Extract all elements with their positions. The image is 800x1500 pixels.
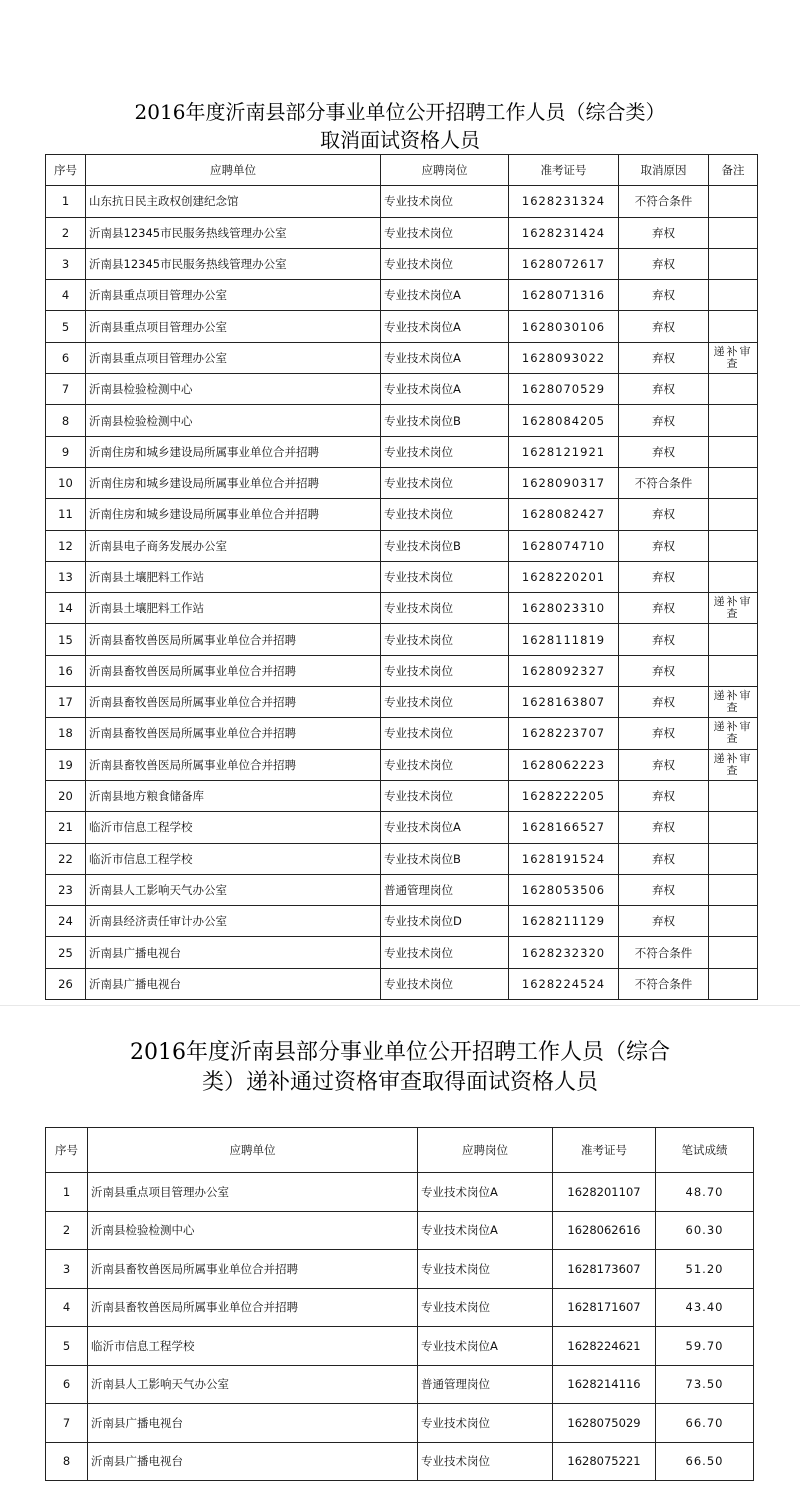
cell-position: 普通管理岗位 xyxy=(418,1365,553,1404)
cell-cancel-reason: 弃权 xyxy=(619,812,709,843)
cell-remark xyxy=(709,499,758,530)
cell-exam-number: 1628220201 xyxy=(509,561,619,592)
cell-cancel-reason: 弃权 xyxy=(619,280,709,311)
table-row xyxy=(46,718,758,749)
cell-index: 6 xyxy=(46,342,86,373)
cell-remark xyxy=(709,405,758,436)
cell-unit: 沂南县电子商务发展办公室 xyxy=(86,530,381,561)
cell-exam-number: 1628121921 xyxy=(509,436,619,467)
cell-remark: 递补审查 xyxy=(709,687,758,718)
cell-position: 专业技术岗位 xyxy=(381,186,509,217)
cell-unit: 沂南县畜牧兽医局所属事业单位合并招聘 xyxy=(86,624,381,655)
cell-written-score: 43.40 xyxy=(656,1288,754,1327)
cell-cancel-reason: 不符合条件 xyxy=(619,467,709,498)
cell-position: 专业技术岗位 xyxy=(381,937,509,968)
cell-exam-number: 1628074710 xyxy=(509,530,619,561)
cell-exam-number: 1628224524 xyxy=(509,968,619,999)
cell-remark xyxy=(709,436,758,467)
cell-remark: 递补审查 xyxy=(709,718,758,749)
cell-remark: 递补审查 xyxy=(709,342,758,373)
cell-exam-number: 1628231324 xyxy=(509,186,619,217)
cell-index: 25 xyxy=(46,937,86,968)
cell-index: 14 xyxy=(46,593,86,624)
cell-unit: 沂南县人工影响天气办公室 xyxy=(88,1365,418,1404)
cell-exam-number: 1628092327 xyxy=(509,655,619,686)
cell-exam-number: 1628224621 xyxy=(553,1327,656,1366)
table-row xyxy=(46,1173,754,1212)
cell-index: 5 xyxy=(46,311,86,342)
supplement-list-title-line1: 2016年度沂南县部分事业单位公开招聘工作人员（综合 xyxy=(130,1040,670,1065)
cell-unit: 沂南县畜牧兽医局所属事业单位合并招聘 xyxy=(88,1288,418,1327)
cell-unit: 沂南县畜牧兽医局所属事业单位合并招聘 xyxy=(86,718,381,749)
cell-exam-number: 1628023310 xyxy=(509,593,619,624)
cell-cancel-reason: 弃权 xyxy=(619,624,709,655)
cell-remark xyxy=(709,812,758,843)
table-row xyxy=(46,968,758,999)
table-row xyxy=(46,561,758,592)
table-row xyxy=(46,499,758,530)
cell-cancel-reason: 不符合条件 xyxy=(619,968,709,999)
cell-index: 23 xyxy=(46,874,86,905)
cell-remark xyxy=(709,906,758,937)
cell-index: 3 xyxy=(46,1250,88,1289)
table-row xyxy=(46,405,758,436)
cell-cancel-reason: 不符合条件 xyxy=(619,186,709,217)
cell-index: 2 xyxy=(46,1211,88,1250)
cell-index: 12 xyxy=(46,530,86,561)
cell-position: 普通管理岗位 xyxy=(381,874,509,905)
cell-position: 专业技术岗位A xyxy=(381,342,509,373)
table-row xyxy=(46,1365,754,1404)
cell-cancel-reason: 弃权 xyxy=(619,561,709,592)
table-row xyxy=(46,1442,754,1481)
cell-exam-number: 1628173607 xyxy=(553,1250,656,1289)
cell-position: 专业技术岗位 xyxy=(381,968,509,999)
header-exam-number: 准考证号 xyxy=(553,1128,656,1173)
cell-exam-number: 1628030106 xyxy=(509,311,619,342)
cell-unit: 沂南县重点项目管理办公室 xyxy=(86,311,381,342)
cell-index: 15 xyxy=(46,624,86,655)
cell-remark xyxy=(709,780,758,811)
cell-index: 4 xyxy=(46,280,86,311)
cell-written-score: 48.70 xyxy=(656,1173,754,1212)
cell-index: 24 xyxy=(46,906,86,937)
cell-index: 19 xyxy=(46,749,86,780)
table-row xyxy=(46,1404,754,1443)
cell-index: 21 xyxy=(46,812,86,843)
cell-remark xyxy=(709,467,758,498)
cell-unit: 沂南县畜牧兽医局所属事业单位合并招聘 xyxy=(88,1250,418,1289)
cell-cancel-reason: 弃权 xyxy=(619,593,709,624)
cell-position: 专业技术岗位B xyxy=(381,843,509,874)
cell-written-score: 66.50 xyxy=(656,1442,754,1481)
cell-exam-number: 1628232320 xyxy=(509,937,619,968)
cell-unit: 沂南县土壤肥料工作站 xyxy=(86,561,381,592)
cell-remark xyxy=(709,655,758,686)
cell-unit: 沂南县检验检测中心 xyxy=(86,405,381,436)
header-exam-number: 准考证号 xyxy=(509,155,619,186)
cell-remark xyxy=(709,530,758,561)
cell-index: 18 xyxy=(46,718,86,749)
cell-position: 专业技术岗位B xyxy=(381,530,509,561)
cell-unit: 沂南县12345市民服务热线管理办公室 xyxy=(86,248,381,279)
table-row xyxy=(46,186,758,217)
cell-index: 5 xyxy=(46,1327,88,1366)
table-row xyxy=(46,1250,754,1289)
cell-position: 专业技术岗位 xyxy=(418,1442,553,1481)
cell-cancel-reason: 弃权 xyxy=(619,342,709,373)
cell-remark xyxy=(709,186,758,217)
cell-remark: 递补审查 xyxy=(709,749,758,780)
header-written-score: 笔试成绩 xyxy=(656,1128,754,1173)
cell-remark xyxy=(709,843,758,874)
header-remark: 备注 xyxy=(709,155,758,186)
cell-position: 专业技术岗位 xyxy=(381,624,509,655)
cell-unit: 沂南住房和城乡建设局所属事业单位合并招聘 xyxy=(86,499,381,530)
cell-unit: 沂南县检验检测中心 xyxy=(86,374,381,405)
cell-unit: 沂南县地方粮食储备库 xyxy=(86,780,381,811)
cell-exam-number: 1628166527 xyxy=(509,812,619,843)
table-row xyxy=(46,937,758,968)
cell-unit: 沂南县重点项目管理办公室 xyxy=(86,342,381,373)
cell-index: 8 xyxy=(46,405,86,436)
cell-unit: 沂南县广播电视台 xyxy=(86,937,381,968)
cancelled-table-body xyxy=(46,186,758,1000)
cell-position: 专业技术岗位 xyxy=(381,718,509,749)
cancel-list-title-line1: 2016年度沂南县部分事业单位公开招聘工作人员（综合类） xyxy=(134,100,666,124)
cell-exam-number: 1628093022 xyxy=(509,342,619,373)
cell-cancel-reason: 不符合条件 xyxy=(619,937,709,968)
cell-position: 专业技术岗位A xyxy=(381,374,509,405)
cell-cancel-reason: 弃权 xyxy=(619,906,709,937)
cell-unit: 沂南县人工影响天气办公室 xyxy=(86,874,381,905)
cell-written-score: 51.20 xyxy=(656,1250,754,1289)
cell-exam-number: 1628163807 xyxy=(509,687,619,718)
cell-unit: 沂南县畜牧兽医局所属事业单位合并招聘 xyxy=(86,749,381,780)
cell-remark xyxy=(709,280,758,311)
cell-exam-number: 1628070529 xyxy=(509,374,619,405)
cell-position: 专业技术岗位 xyxy=(381,217,509,248)
cell-index: 7 xyxy=(46,1404,88,1443)
cell-exam-number: 1628171607 xyxy=(553,1288,656,1327)
cell-remark xyxy=(709,561,758,592)
supplement-table-body xyxy=(46,1173,754,1481)
table-row xyxy=(46,624,758,655)
cell-position: 专业技术岗位 xyxy=(418,1288,553,1327)
table-header-row xyxy=(46,155,758,186)
table-row xyxy=(46,248,758,279)
cell-index: 16 xyxy=(46,655,86,686)
cell-exam-number: 1628211129 xyxy=(509,906,619,937)
cell-cancel-reason: 弃权 xyxy=(619,311,709,342)
cell-written-score: 66.70 xyxy=(656,1404,754,1443)
cell-index: 22 xyxy=(46,843,86,874)
cell-unit: 沂南县12345市民服务热线管理办公室 xyxy=(86,217,381,248)
cell-written-score: 73.50 xyxy=(656,1365,754,1404)
cell-cancel-reason: 弃权 xyxy=(619,874,709,905)
cell-exam-number: 1628062223 xyxy=(509,749,619,780)
cell-cancel-reason: 弃权 xyxy=(619,436,709,467)
table-row xyxy=(46,874,758,905)
cell-position: 专业技术岗位 xyxy=(381,467,509,498)
cell-position: 专业技术岗位A xyxy=(418,1211,553,1250)
table-row xyxy=(46,906,758,937)
cell-unit: 沂南县土壤肥料工作站 xyxy=(86,593,381,624)
table-header-row xyxy=(46,1128,754,1173)
cell-position: 专业技术岗位 xyxy=(381,436,509,467)
cell-position: 专业技术岗位 xyxy=(381,780,509,811)
cell-index: 20 xyxy=(46,780,86,811)
cell-exam-number: 1628090317 xyxy=(509,467,619,498)
supplement-list-title-line2: 类）递补通过资格审查取得面试资格人员 xyxy=(201,1070,598,1095)
cancelled-candidates-table xyxy=(45,154,758,1000)
cell-position: 专业技术岗位 xyxy=(418,1250,553,1289)
cell-exam-number: 1628075221 xyxy=(553,1442,656,1481)
cell-unit: 山东抗日民主政权创建纪念馆 xyxy=(86,186,381,217)
header-index: 序号 xyxy=(46,1128,88,1173)
cell-position: 专业技术岗位 xyxy=(381,655,509,686)
cell-exam-number: 1628072617 xyxy=(509,248,619,279)
supplement-candidates-table xyxy=(45,1127,754,1481)
table-row xyxy=(46,687,758,718)
table-row xyxy=(46,593,758,624)
cell-unit: 临沂市信息工程学校 xyxy=(86,812,381,843)
header-position: 应聘岗位 xyxy=(418,1128,553,1173)
cell-exam-number: 1628071316 xyxy=(509,280,619,311)
cell-cancel-reason: 弃权 xyxy=(619,655,709,686)
table-row xyxy=(46,1327,754,1366)
cell-remark xyxy=(709,937,758,968)
table-row xyxy=(46,342,758,373)
cell-cancel-reason: 弃权 xyxy=(619,374,709,405)
cell-exam-number: 1628214116 xyxy=(553,1365,656,1404)
cell-exam-number: 1628053506 xyxy=(509,874,619,905)
cell-index: 8 xyxy=(46,1442,88,1481)
cell-unit: 沂南县重点项目管理办公室 xyxy=(88,1173,418,1212)
table-row xyxy=(46,436,758,467)
cell-exam-number: 1628231424 xyxy=(509,217,619,248)
table-row xyxy=(46,530,758,561)
cell-cancel-reason: 弃权 xyxy=(619,405,709,436)
cell-position: 专业技术岗位 xyxy=(381,561,509,592)
table-row xyxy=(46,280,758,311)
cell-index: 2 xyxy=(46,217,86,248)
cell-exam-number: 1628191524 xyxy=(509,843,619,874)
cell-unit: 沂南住房和城乡建设局所属事业单位合并招聘 xyxy=(86,467,381,498)
cell-index: 9 xyxy=(46,436,86,467)
cell-exam-number: 1628075029 xyxy=(553,1404,656,1443)
cell-position: 专业技术岗位 xyxy=(381,248,509,279)
cell-remark xyxy=(709,311,758,342)
cell-written-score: 59.70 xyxy=(656,1327,754,1366)
table-row xyxy=(46,780,758,811)
cell-remark xyxy=(709,248,758,279)
header-position: 应聘岗位 xyxy=(381,155,509,186)
cancel-list-title-line2: 取消面试资格人员 xyxy=(320,128,480,152)
cell-cancel-reason: 弃权 xyxy=(619,530,709,561)
cell-index: 10 xyxy=(46,467,86,498)
cell-exam-number: 1628201107 xyxy=(553,1173,656,1212)
header-index: 序号 xyxy=(46,155,86,186)
cell-remark xyxy=(709,217,758,248)
cell-unit: 沂南县广播电视台 xyxy=(88,1404,418,1443)
cell-index: 1 xyxy=(46,186,86,217)
cell-remark xyxy=(709,968,758,999)
cell-index: 7 xyxy=(46,374,86,405)
cell-cancel-reason: 弃权 xyxy=(619,749,709,780)
cell-position: 专业技术岗位 xyxy=(381,593,509,624)
cell-remark xyxy=(709,624,758,655)
table-row xyxy=(46,749,758,780)
supplement-list-title xyxy=(0,1038,800,1098)
cell-position: 专业技术岗位 xyxy=(381,749,509,780)
cell-cancel-reason: 弃权 xyxy=(619,217,709,248)
cell-index: 13 xyxy=(46,561,86,592)
cell-position: 专业技术岗位B xyxy=(381,405,509,436)
cell-unit: 沂南县畜牧兽医局所属事业单位合并招聘 xyxy=(86,655,381,686)
cell-position: 专业技术岗位A xyxy=(381,812,509,843)
cell-position: 专业技术岗位A xyxy=(381,280,509,311)
cell-exam-number: 1628082427 xyxy=(509,499,619,530)
cell-unit: 沂南县检验检测中心 xyxy=(88,1211,418,1250)
cell-index: 4 xyxy=(46,1288,88,1327)
cell-cancel-reason: 弃权 xyxy=(619,780,709,811)
table-row xyxy=(46,1288,754,1327)
cell-unit: 沂南县经济责任审计办公室 xyxy=(86,906,381,937)
table-row xyxy=(46,655,758,686)
cell-position: 专业技术岗位D xyxy=(381,906,509,937)
cell-cancel-reason: 弃权 xyxy=(619,499,709,530)
cell-cancel-reason: 弃权 xyxy=(619,718,709,749)
cell-written-score: 60.30 xyxy=(656,1211,754,1250)
cell-exam-number: 1628062616 xyxy=(553,1211,656,1250)
cell-position: 专业技术岗位 xyxy=(381,499,509,530)
cell-position: 专业技术岗位 xyxy=(381,687,509,718)
table-row xyxy=(46,217,758,248)
cell-cancel-reason: 弃权 xyxy=(619,843,709,874)
cell-unit: 沂南县畜牧兽医局所属事业单位合并招聘 xyxy=(86,687,381,718)
cell-unit: 临沂市信息工程学校 xyxy=(88,1327,418,1366)
cell-position: 专业技术岗位A xyxy=(381,311,509,342)
table-row xyxy=(46,467,758,498)
table-row xyxy=(46,311,758,342)
cell-index: 3 xyxy=(46,248,86,279)
cell-unit: 沂南县重点项目管理办公室 xyxy=(86,280,381,311)
cell-cancel-reason: 弃权 xyxy=(619,248,709,279)
cell-unit: 沂南住房和城乡建设局所属事业单位合并招聘 xyxy=(86,436,381,467)
cell-remark xyxy=(709,874,758,905)
cell-position: 专业技术岗位A xyxy=(418,1327,553,1366)
cancel-list-title xyxy=(0,98,800,154)
cell-position: 专业技术岗位 xyxy=(418,1404,553,1443)
table-row xyxy=(46,812,758,843)
cell-index: 17 xyxy=(46,687,86,718)
cell-index: 26 xyxy=(46,968,86,999)
cell-index: 11 xyxy=(46,499,86,530)
header-unit: 应聘单位 xyxy=(86,155,381,186)
cell-position: 专业技术岗位A xyxy=(418,1173,553,1212)
cell-unit: 沂南县广播电视台 xyxy=(86,968,381,999)
cell-exam-number: 1628111819 xyxy=(509,624,619,655)
cell-exam-number: 1628223707 xyxy=(509,718,619,749)
cell-cancel-reason: 弃权 xyxy=(619,687,709,718)
section-divider xyxy=(0,1005,800,1006)
table-row xyxy=(46,374,758,405)
cell-exam-number: 1628222205 xyxy=(509,780,619,811)
cell-index: 6 xyxy=(46,1365,88,1404)
header-unit: 应聘单位 xyxy=(88,1128,418,1173)
table-row xyxy=(46,843,758,874)
cell-remark xyxy=(709,374,758,405)
cell-remark: 递补审查 xyxy=(709,593,758,624)
cell-unit: 沂南县广播电视台 xyxy=(88,1442,418,1481)
table-row xyxy=(46,1211,754,1250)
cell-exam-number: 1628084205 xyxy=(509,405,619,436)
cell-index: 1 xyxy=(46,1173,88,1212)
cell-unit: 临沂市信息工程学校 xyxy=(86,843,381,874)
header-cancel-reason: 取消原因 xyxy=(619,155,709,186)
